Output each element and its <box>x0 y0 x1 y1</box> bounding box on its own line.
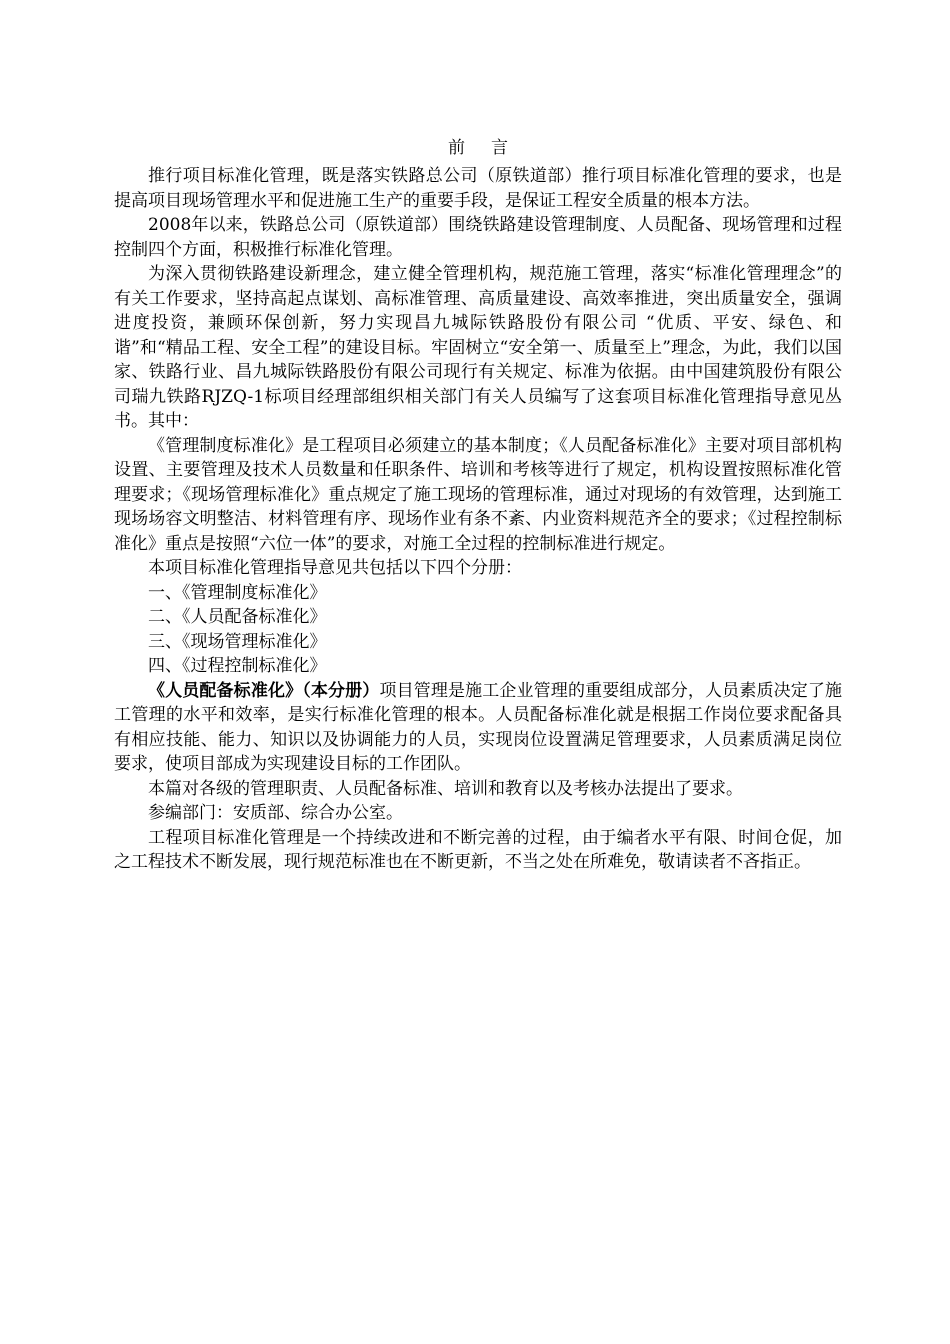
list-item-1: 一、《管理制度标准化》 <box>148 582 327 603</box>
paragraph-volume-intro <box>114 679 842 777</box>
bold-volume-title: 《人员配备标准化》（本分册） <box>148 680 380 701</box>
paragraph-3: 为深入贯彻铁路建设新理念，建立健全管理机构，规范施工管理，落实“标准化管理理念”的有关工作要求，坚持高起点谋划、高标准管理、高质量建设、高效率推进，突出质量安全，强调进度投资，兼顾环保创新，努力实现昌九城际铁路股份有限公司 “优质、平安、绿色、和谐”和“精品工程、安全工程”的建设目标。牢固树立“安全第一、质量至上”理念，为此，我们以国家、铁路行业、昌九城际铁路股份有限公司现行有关规定、标准为依据。由中国建筑股份有限公司瑞九铁路RJZQ-1标项目经理部组织相关部门有关人员编写了这套项目标准化管理指导意见丛书。其中： <box>114 264 842 431</box>
list-item-3: 三、《现场管理标准化》 <box>148 631 327 652</box>
title-char-2: 言 <box>491 138 508 158</box>
paragraph-1: 推行项目标准化管理，既是落实铁路总公司（原铁道部）推行项目标准化管理的要求，也是提高项目现场管理水平和促进施工生产的重要手段，是保证工程安全质量的根本方法。 <box>114 166 842 211</box>
paragraph-5: 本项目标准化管理指导意见共包括以下四个分册： <box>148 558 522 578</box>
paragraph-4: 《管理制度标准化》是工程项目必须建立的基本制度；《人员配备标准化》主要对项目部机构设置、主要管理及技术人员数量和任职条件、培训和考核等进行了规定，机构设置按照标准化管理要求；《现场管理标准化》重点规定了施工现场的管理标准，通过对现场的有效管理，达到施工现场场容文明整洁、材料管理有序、现场作业有条不紊、内业资料规范齐全的要求；《过程控制标准化》重点是按照“六位一体”的要求，对施工全过程的控制标准进行规定。 <box>114 435 842 554</box>
list-item-2: 二、《人员配备标准化》 <box>148 607 327 627</box>
document-page <box>114 134 842 875</box>
paragraph-2: 2008年以来，铁路总公司（原铁道部）围绕铁路建设管理制度、人员配备、现场管理和过程控制四个方面，积极推行标准化管理。 <box>114 215 842 260</box>
list-item-4: 四、《过程控制标准化》 <box>148 656 327 676</box>
paragraph-departments: 参编部门：安质部、综合办公室。 <box>148 803 403 823</box>
volume-intro-text: 项目管理是施工企业管理的重要组成部分，人员素质决定了施工管理的水平和效率，是实行标准化管理的根本。人员配备标准化就是根据工作岗位要求配备具有相应技能、能力、知识以及协调能力的人员，实现岗位设置满足管理要求，人员素质满足岗位要求，使项目部成为实现建设目标的工作团队。 <box>114 680 843 774</box>
paragraph-closing: 工程项目标准化管理是一个持续改进和不断完善的过程，由于编者水平有限、时间仓促，加之工程技术不断发展，现行规范标准也在不断更新，不当之处在所难免，敬请读者不吝指正。 <box>114 827 842 872</box>
title-char-1: 前 <box>448 138 465 158</box>
page-title <box>114 134 842 162</box>
paragraph-scope: 本篇对各级的管理职责、人员配备标准、培训和教育以及考核办法提出了要求。 <box>148 778 743 799</box>
